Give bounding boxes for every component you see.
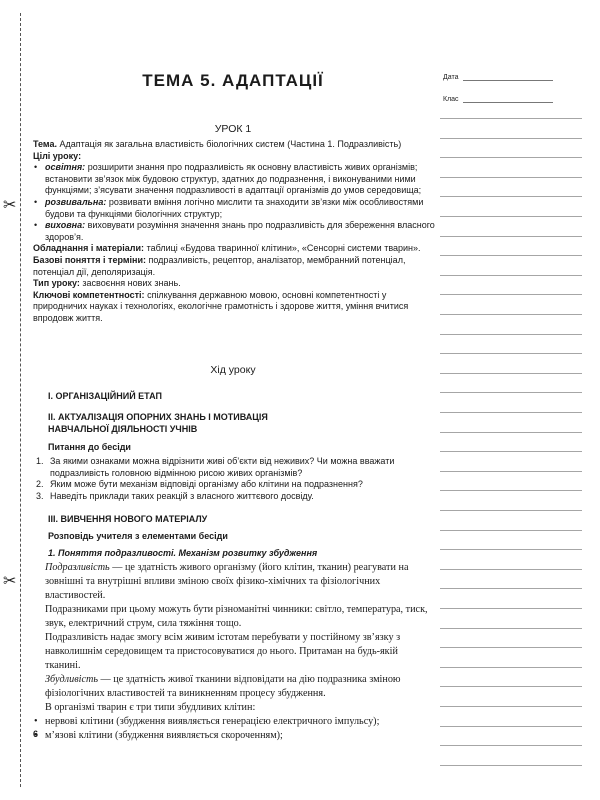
note-line: [440, 647, 582, 648]
story-title: Розповідь учителя з елементами бесіди: [48, 531, 228, 541]
body-text: [33, 561, 435, 743]
note-line: [440, 412, 582, 413]
note-line: [440, 255, 582, 256]
note-line: [440, 216, 582, 217]
question-item: 1. За якими ознаками можна відрізнити живі об’єкти від неживих? Чи можна вважати подразливість головною відмінною рисою живих організмів?: [36, 456, 395, 478]
paragraph: Подразниками при цьому можуть бути різноманітні чинники: світло, температура, тиск, звук, електричний струм, сила тяжіння тощо.: [45, 604, 428, 629]
question-item: 3. Наведіть приклади таких реакцій з власного життєвого досвіду.: [36, 490, 314, 501]
goals-label: Цілі уроку:: [33, 150, 82, 161]
note-line: [440, 392, 582, 393]
section-title: 1. Поняття подразливості. Механізм розвитку збудження: [48, 548, 318, 558]
note-line: [440, 608, 582, 609]
paragraph: Збудливість — це здатність живої тканини відповідати на дію подразника зміною фізіологічних властивостей та виникненням процесу збудження.: [45, 674, 401, 699]
note-line: [440, 275, 582, 276]
note-line: [440, 628, 582, 629]
note-line: [440, 177, 582, 178]
note-line: [440, 157, 582, 158]
paragraph: Подразливість — це здатність живого організму (його клітин, тканин) реагувати на зовнішні та внутрішні впливи зміною своїх фізико-хімічних та фізіологічних властивостей.: [45, 562, 409, 601]
cut-line: [20, 13, 21, 787]
goal-item: • освітня: розширити знання про подразливість як основну властивість живих організмів; встановити зв’язок між будовою структур, здатних до подразнення, і виконуваними ними функціями; з’ясувати значення подразливості в адаптації організмів до умов середовища;: [33, 162, 435, 197]
goal-item: • виховна: виховувати розуміння значення знань про подразливість для збереження власного здоров’я.: [33, 220, 435, 243]
note-line: [440, 138, 582, 139]
list-item: • нервові клітини (збудження виявляється генерацією електричного імпульсу);: [33, 715, 435, 729]
course-title: Хід уроку: [210, 364, 256, 376]
paragraph: Подразливість надає змогу всім живим істотам перебувати у постійному зв’язку з навколишнім середовищем та пристосовуватися до нього. Притаман на будь-якій тканині.: [45, 632, 401, 671]
class-field: Клас: [443, 96, 553, 103]
stage-heading: III. ВИВЧЕННЯ НОВОГО МАТЕРІАЛУ: [48, 514, 208, 524]
note-line: [440, 334, 582, 335]
page-number: 6: [33, 729, 39, 739]
note-line: [440, 706, 582, 707]
note-line: [440, 294, 582, 295]
note-line: [440, 432, 582, 433]
note-line: [440, 196, 582, 197]
note-line: [440, 314, 582, 315]
note-line: [440, 569, 582, 570]
note-line: [440, 765, 582, 766]
note-line: [440, 686, 582, 687]
note-line: [440, 510, 582, 511]
page-title: ТЕМА 5. АДАПТАЦІЇ: [142, 71, 324, 90]
note-line: [440, 549, 582, 550]
date-field: Дата: [443, 74, 553, 81]
questions-list: [36, 456, 434, 502]
scissors-icon: ✂: [3, 195, 17, 214]
lesson-heading: УРОК 1: [214, 123, 252, 135]
note-line: [440, 118, 582, 119]
note-line: [440, 530, 582, 531]
questions-title: Питання до бесіди: [48, 442, 131, 452]
note-line: [440, 667, 582, 668]
scissors-icon: ✂: [3, 571, 17, 590]
stage-heading: I. ОРГАНІЗАЦІЙНИЙ ЕТАП: [48, 391, 162, 401]
note-line: [440, 471, 582, 472]
competences: Ключові компетентності: спілкування державною мовою, основні компетентності у природничих науках і технологіях, екологічне грамотність і здорове життя, уміння вчитися впродовж життя.: [33, 289, 409, 323]
note-line: [440, 726, 582, 727]
paragraph: В організмі тварин є три типи збудливих клітин:: [45, 702, 256, 713]
stage-heading: II. АКТУАЛІЗАЦІЯ ОПОРНИХ ЗНАНЬ І МОТИВАЦІЯ НАВЧАЛЬНОЇ ДІЯЛЬНОСТІ УЧНІВ: [48, 412, 268, 434]
note-line: [440, 353, 582, 354]
note-line: [440, 451, 582, 452]
goal-item: • розвивальна: розвивати вміння логічно мислити та знаходити зв’язки між особливостями будови та функціями біологічних структур;: [33, 197, 435, 220]
list-item: • м’язові клітини (збудження виявляється скороченням);: [33, 729, 435, 743]
lesson-type: Тип уроку: засвоєння нових знань.: [33, 278, 181, 289]
equipment: Обладнання і матеріали: таблиці «Будова тваринної клітини», «Сенсорні системи тварин».: [33, 243, 421, 254]
note-line: [440, 490, 582, 491]
lesson-topic: Тема. Адаптація як загальна властивість біологічних систем (Частина 1. Подразливість) Цілі уроку: • освітня: розширити знання про подразливість як основну властивість живих організмів; встановити зв’язок між будовою структур, здатних до подразнення, і виконуваними ними функціями; з’ясувати значення подразливості в адаптації організмів до умов середовища; • розвивальна: розвивати вміння логічно мислити та знаходити зв’язки між особливостями будови та функціями біологічних структур; • виховна: виховувати розуміння значення знань про подразливість для збереження власного здоров’я. Обладнання і матеріали: таблиці «Будова тваринної клітини», «Сенсорні системи тварин». Базові поняття і терміни: подразливість, рецептор, аналізатор, мембранний потенціал, потенціал дії, деполяризація. Тип уроку: засвоєння нових знань. Ключові компетентності: спілкування державною мовою, основні компетентності у природничих науках і технологіях, екологічне грамотність і здорове життя, уміння вчитися впродовж життя.: [33, 139, 435, 325]
note-line: [440, 373, 582, 374]
question-item: 2. Яким може бути механізм відповіді організму або клітини на подразнення?: [36, 479, 363, 490]
note-line: [440, 745, 582, 746]
note-line: [440, 236, 582, 237]
note-line: [440, 588, 582, 589]
concepts: Базові поняття і терміни: подразливість, рецептор, аналізатор, мембранний потенціал, потенціал дії, деполяризація.: [33, 254, 406, 277]
